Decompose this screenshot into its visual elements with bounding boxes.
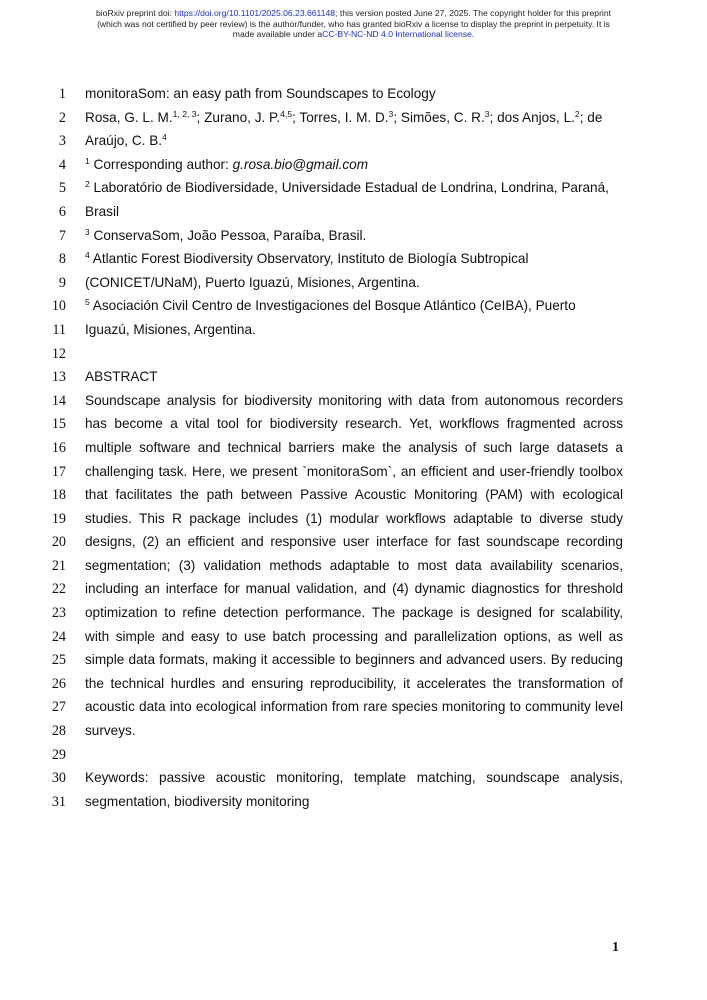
header-text: bioRxiv preprint doi: [95,8,175,18]
line-number: 10 [51,298,66,315]
numbered-body [0,82,707,813]
email-link[interactable]: g.rosa.bio@gmail.com [232,156,369,172]
corresponding-author: $^1$ Corresponding author: g.rosa.bio@gmail.com [85,155,369,172]
abstract-line: the technical hurdles and ensuring reproducibility, it accelerates the transformation of [85,675,623,691]
author-list-cont: Araújo, C. B.$^4$ [85,132,167,149]
abstract-line: including an interface for manual validation, and (4) dynamic diagnostics for threshold [85,581,623,597]
line-number: 11 [52,321,66,338]
abstract-line: simple data formats, making it accessible to beginners and advanced users. By reducing [85,652,623,668]
line-number: 23 [51,605,66,622]
affiliation-4: $^4$ Atlantic Forest Biodiversity Observatory, Instituto de Biología Subtropical [85,250,529,267]
affiliation-5-cont: Iguazú, Misiones, Argentina. [85,321,256,337]
line-number: 2 [58,109,66,126]
line-number: 6 [58,203,66,220]
line-number: 29 [51,746,66,763]
affiliation-3: $^3$ ConservaSom, João Pessoa, Paraíba, Brasil. [85,226,367,243]
abstract-line: Soundscape analysis for biodiversity monitoring with data from autonomous recorders [85,392,623,408]
abstract-line: studies. This R package includes (1) modular workflows adaptable to diverse study [85,510,623,526]
line-number: 18 [51,487,66,504]
line-number: 22 [51,581,66,598]
affiliation-2: $^2$ Laboratório de Biodiversidade, Universidade Estadual de Londrina, Londrina, Paraná, [85,179,609,196]
keywords-label: Keywords [85,770,145,786]
line-number: 12 [51,345,66,362]
line-number: 21 [51,557,66,574]
line-number: 3 [58,133,66,150]
line-number: 15 [51,416,66,433]
line-number: 1 [58,86,66,102]
affiliation-5: $^5$ Asociación Civil Centro de Investigaciones del Bosque Atlántico (CeIBA), Puerto [85,297,576,314]
line-number: 16 [51,439,66,456]
page-number: 1 [612,940,619,955]
line-number: 14 [51,392,66,409]
author-list: Rosa, G. L. M.$^{1, 2, 3}$; Zurano, J. P.$^{4,5}$; Torres, I. M. D.$^3$; Simões, C. R.$^3$; dos Anjos, L.$^2$; de [85,108,603,125]
line-number: 20 [51,534,66,551]
line-number: 28 [51,723,66,740]
line-number: 26 [51,675,66,692]
abstract-line: multiple software and technical barriers make the analysis of such large datasets a [85,439,623,455]
abstract-line: with simple and easy to use batch processing and parallelization options, as well as [85,628,623,644]
abstract-heading: ABSTRACT [85,369,158,385]
line-number: 27 [51,699,66,716]
line-number: 25 [51,652,66,669]
abstract-line: optimization to refine detection performance. The package is designed for scalability, [85,605,623,621]
abstract-line-last: surveys. [85,723,136,739]
line-number: 4 [58,156,66,173]
line-number: 5 [58,180,66,197]
line-number: 9 [58,274,66,291]
abstract-line: has become a vital tool for biodiversity research. Yet, workflows fragmented across [85,416,623,432]
keywords-line-cont: segmentation, biodiversity monitoring [85,793,310,809]
header-text: . [471,29,475,40]
affiliation-2-cont: Brasil [85,203,119,219]
line-number: 7 [58,227,66,244]
line-number: 8 [58,251,66,268]
line-number: 31 [51,793,66,810]
header-text: (which was not certified by peer review) is the author/funder, who has granted bioRxiv a license to display the preprint in perpetuity. It is [97,18,610,29]
abstract-line: challenging task. Here, we present `monitoraSom`, an efficient and user-friendly toolbox [85,463,623,479]
abstract-line: designs, (2) an efficient and responsive user interface for fast soundscape recording [85,534,623,550]
preprint-header [0,8,707,40]
keywords-line: Keywords: passive acoustic monitoring, template matching, soundscape analysis, [85,770,623,786]
affiliation-4-cont: (CONICET/UNaM), Puerto Iguazú, Misiones, Argentina. [85,274,420,290]
abstract-line: acoustic data into ecological information from rare species monitoring to community level [85,699,623,715]
doi-link[interactable]: https://doi.org/10.1101/2025.06.23.661148 [174,8,336,18]
line-number: 24 [51,628,66,645]
line-number: 19 [51,510,66,527]
paper-title: monitoraSom: an easy path from Soundscapes to Ecology [85,86,436,101]
abstract-line: that facilitates the path between Passive Acoustic Monitoring (PAM) with ecological [85,487,623,503]
header-text: ; this version posted June 27, 2025. The copyright holder for this preprint [335,8,612,18]
license-link[interactable]: CC-BY-NC-ND 4.0 International license [322,29,472,40]
line-number: 30 [51,770,66,787]
abstract-line: segmentation; (3) validation methods adaptable to most data availability scenarios, [85,557,623,573]
header-text: made available under a [232,29,323,40]
line-number: 17 [51,463,66,480]
line-number: 13 [51,369,66,386]
